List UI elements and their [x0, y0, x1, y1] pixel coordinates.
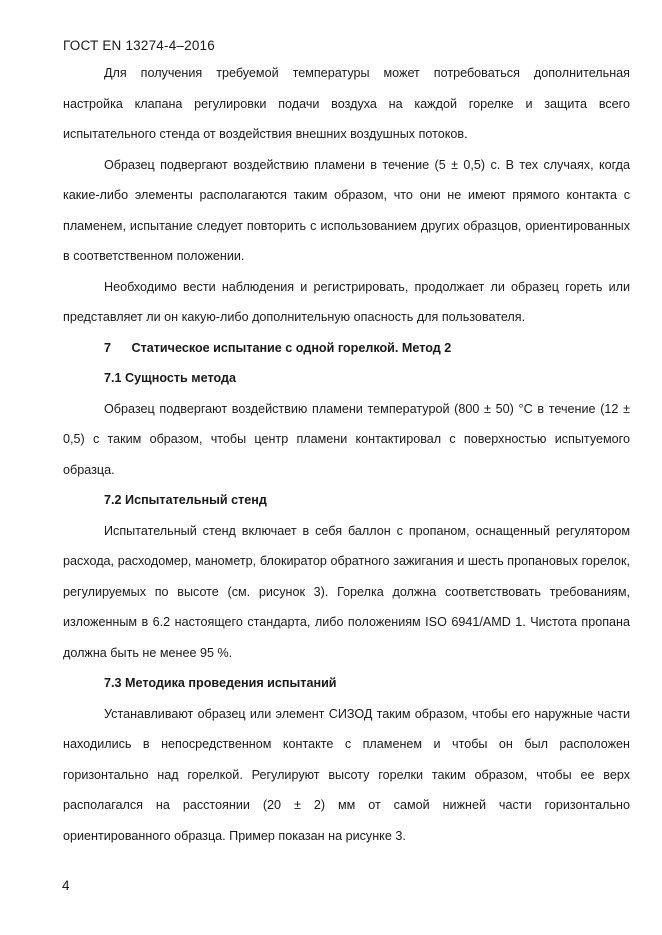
- paragraph-test-procedure: Устанавливают образец или элемент СИЗОД таким образом, чтобы его наружные части находились в непосредственном контакте с пламенем и чтобы он был расположен горизонтально над горелкой. Регулируют высоту горелки таким образом, чтобы ее верх располагался на расстоянии (20 ± 2) мм от самой нижней части горизонтально ориентированного образца. Пример показан на рисунке 3.: [63, 706, 630, 843]
- paragraph-flame-exposure: Образец подвергают воздействию пламени в течение (5 ± 0,5) с. В тех случаях, когда какие-либо элементы располагаются таким образом, что они не имеют прямого контакта с пламенем, испытание следует повторить с использованием других образцов, ориентированных в соответственном положении.: [63, 157, 630, 263]
- section-number-7: 7: [104, 340, 112, 355]
- section-title-7: Статическое испытание с одной горелкой. Метод 2: [131, 340, 452, 355]
- section-heading-7-2: [63, 485, 630, 516]
- section-heading-7-1: [63, 363, 630, 394]
- document-body: [63, 58, 630, 851]
- section-title-7-2: Испытательный стенд: [125, 493, 267, 507]
- paragraph-air-valve: Для получения требуемой температуры может потребоваться дополнительная настройка клапана регулировки подачи воздуха на каждой горелке и защита всего испытательного стенда от воздействия внешних воздушных потоков.: [63, 66, 630, 141]
- document-header: ГОСТ EN 13274-4–2016: [63, 38, 215, 53]
- section-number-7-2: 7.2: [104, 493, 122, 507]
- paragraph-observation: Необходимо вести наблюдения и регистрировать, продолжает ли образец гореть или представляет ли он какую-либо дополнительную опасность для пользователя.: [63, 279, 630, 324]
- section-number-7-1: 7.1: [104, 371, 122, 385]
- paragraph-method-essence: Образец подвергают воздействию пламени температурой (800 ± 50) °С в течение (12 ± 0,5) с таким образом, чтобы центр пламени контактировал с поверхностью испытуемого образца.: [63, 401, 630, 477]
- section-heading-7: [63, 333, 630, 364]
- page-number: 4: [62, 878, 70, 893]
- section-title-7-3: Методика проведения испытаний: [125, 676, 337, 690]
- section-heading-7-3: [63, 668, 630, 699]
- section-number-7-3: 7.3: [104, 676, 122, 690]
- section-title-7-1: Сущность метода: [125, 371, 236, 385]
- paragraph-test-stand: Испытательный стенд включает в себя баллон с пропаном, оснащенный регулятором расхода, расходомер, манометр, блокиратор обратного зажигания и шесть пропановых горелок, регулируемых по высоте (см. рисунок 3). Горелка должна соответствовать требованиям, изложенным в 6.2 настоящего стандарта, либо положениям ISO 6941/AMD 1. Чистота пропана должна быть не менее 95 %.: [63, 523, 630, 660]
